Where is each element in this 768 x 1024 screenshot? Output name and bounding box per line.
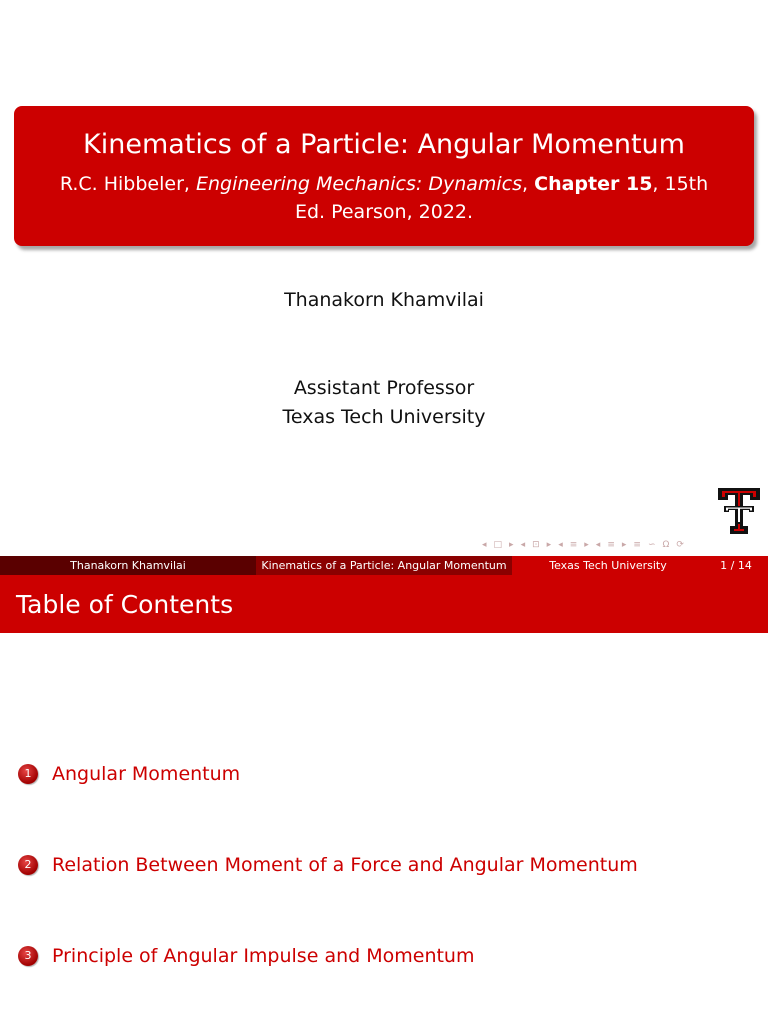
toc-item-label[interactable]: Relation Between Moment of a Force and Angular Momentum xyxy=(52,854,638,876)
title-block xyxy=(14,106,754,246)
nav-prev-frame-icon[interactable]: ◂ xyxy=(482,540,487,550)
toc-item-angular-momentum[interactable] xyxy=(18,761,240,787)
presenter-institution: Texas Tech University xyxy=(282,406,486,428)
toc-number-badge: 1 xyxy=(18,764,38,784)
nav-frame-icon[interactable]: □ xyxy=(493,540,503,550)
nav-forward-icon[interactable]: ⟳ xyxy=(676,540,684,550)
presenter-name: Thanakorn Khamvilai xyxy=(284,289,484,311)
nav-back-icon[interactable]: ∽ xyxy=(647,540,656,550)
nav-prev-slide-icon[interactable]: ◂ xyxy=(520,540,526,550)
toc-item-angular-impulse[interactable] xyxy=(18,943,474,969)
nav-prev-subsection-icon[interactable]: ◂ xyxy=(558,540,563,550)
nav-prev-section-icon[interactable]: ◂ xyxy=(595,540,601,550)
subtitle-book: Engineering Mechanics: Dynamics xyxy=(195,173,523,195)
toc-header xyxy=(0,575,768,633)
toc-number-badge: 2 xyxy=(18,855,38,875)
toc-item-label[interactable]: Angular Momentum xyxy=(52,763,241,785)
footer-title: Kinematics of a Particle: Angular Momentum xyxy=(256,556,512,575)
toc-heading: Table of Contents xyxy=(16,590,234,619)
toc-number-badge: 3 xyxy=(18,946,38,966)
nav-next-frame-icon[interactable]: ▸ xyxy=(509,540,514,550)
slide-footer xyxy=(0,556,768,575)
nav-search-icon[interactable]: Ω xyxy=(662,540,670,550)
footer-page-number: 1 / 14 xyxy=(720,559,752,572)
nav-next-slide-icon[interactable]: ▸ xyxy=(546,540,552,550)
presenter-title: Assistant Professor xyxy=(293,377,475,399)
toc-item-label[interactable]: Principle of Angular Impulse and Momentum xyxy=(52,945,475,967)
slide-title: Kinematics of a Particle: Angular Momentum xyxy=(83,129,685,160)
beamer-navigation-bar[interactable] xyxy=(482,538,766,552)
subtitle-suffix: , 15th Ed. Pearson, 2022. xyxy=(294,173,709,223)
nav-slide-icon[interactable]: ⊡ xyxy=(532,540,540,550)
nav-section-icon[interactable]: ≡ xyxy=(607,540,615,550)
footer-institution-block xyxy=(512,556,768,575)
subtitle-sep: , xyxy=(522,173,535,195)
presenter-affiliation xyxy=(0,374,768,432)
subtitle-chapter: Chapter 15 xyxy=(534,173,653,195)
subtitle-author: R.C. Hibbeler, xyxy=(59,173,196,195)
nav-next-subsection-icon[interactable]: ▸ xyxy=(584,540,589,550)
nav-next-section-icon[interactable]: ▸ xyxy=(621,540,627,550)
nav-document-icon[interactable]: ≡ xyxy=(633,540,641,550)
texas-tech-logo-icon xyxy=(716,486,762,536)
toc-slide xyxy=(0,575,768,1024)
nav-subsection-icon[interactable]: ≡ xyxy=(569,540,578,550)
footer-author: Thanakorn Khamvilai xyxy=(0,556,256,575)
toc-item-moment-relation[interactable] xyxy=(18,852,638,878)
footer-institution: Texas Tech University xyxy=(549,559,667,572)
slide-subtitle xyxy=(54,170,714,226)
